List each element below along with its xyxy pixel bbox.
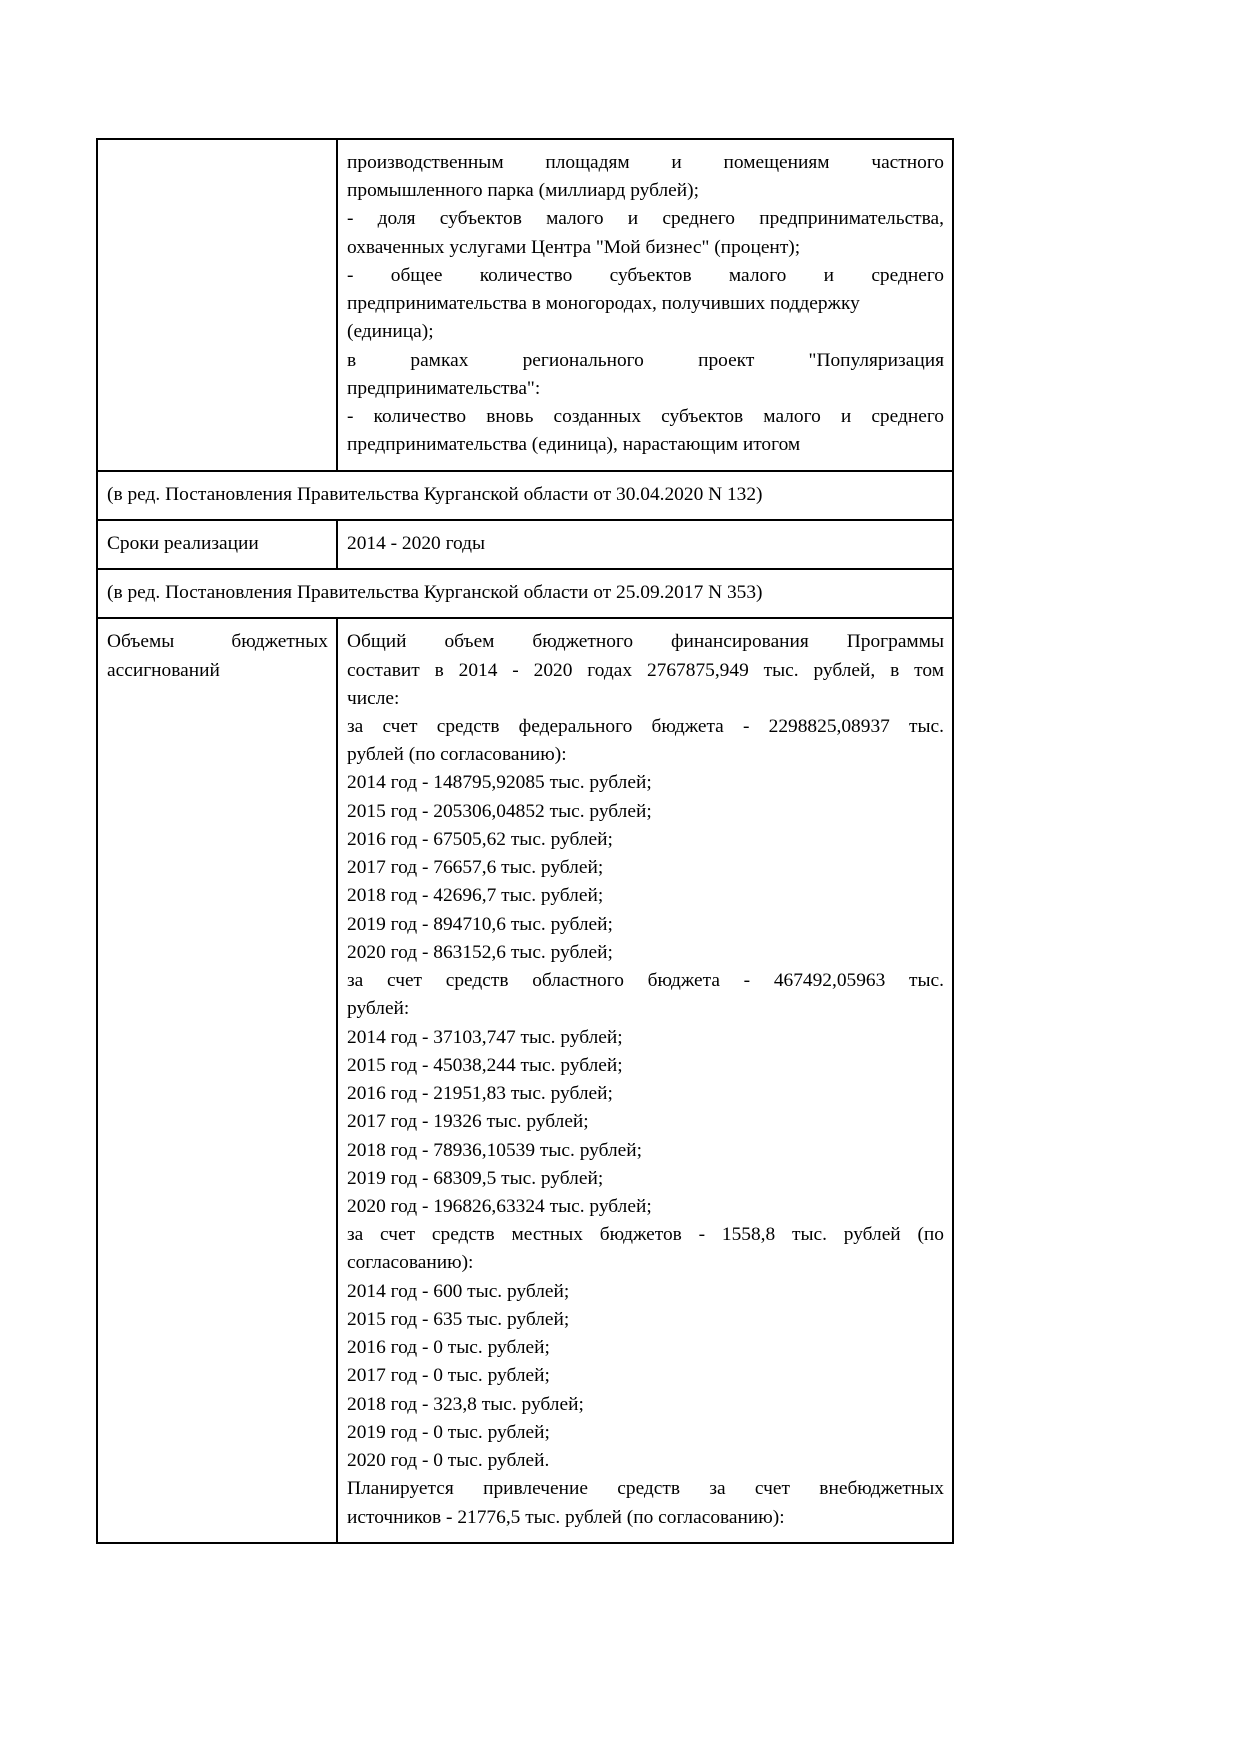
text-line: - общее количество субъектов малого и среднего [347,264,944,286]
text-line: 2014 год - 600 тыс. рублей; [347,1280,570,1302]
text-line: Общий объем бюджетного финансирования Программы [347,631,944,653]
text-line: Планируется привлечение средств за счет внебюджетных [347,1478,944,1500]
text-line: в рамках регионального проект "Популяризация [347,349,944,371]
text-line: предпринимательства в моногородах, получивших поддержку [347,293,860,315]
editorial-note: (в ред. Постановления Правительства Курганской области от 25.09.2017 N 353) [97,569,953,618]
text-line: 2016 год - 21951,83 тыс. рублей; [347,1083,613,1105]
table-row [97,569,953,618]
text-line: 2018 год - 42696,7 тыс. рублей; [347,885,604,907]
text-line: 2015 год - 205306,04852 тыс. рублей; [347,800,652,822]
table-row [97,520,953,569]
text-line: 2020 год - 863152,6 тыс. рублей; [347,941,613,963]
text-line: 2019 год - 0 тыс. рублей; [347,1421,550,1443]
budget-allocations-value [337,618,953,1543]
label-text-line: Объемы бюджетных [107,631,328,653]
text-line: 2018 год - 323,8 тыс. рублей; [347,1393,584,1415]
text-line: - количество вновь созданных субъектов малого и среднего [347,406,944,428]
text-line: 2020 год - 196826,63324 тыс. рублей; [347,1195,652,1217]
text-line: предпринимательства": [347,377,541,399]
text-line: 2019 год - 894710,6 тыс. рублей; [347,913,613,935]
text-line: рублей (по согласованию): [347,744,567,766]
implementation-period-value [337,520,953,569]
text-line: за счет средств федерального бюджета - 2298825,08937 тыс. [347,715,944,737]
text-line: 2015 год - 635 тыс. рублей; [347,1308,570,1330]
text-line: производственным площадям и помещениям частного [347,152,944,173]
text-line: источников - 21776,5 тыс. рублей (по согласованию): [347,1506,785,1528]
label-text-line: ассигнований [107,659,220,681]
program-passport-table [96,138,954,1544]
text-line: 2015 год - 45038,244 тыс. рублей; [347,1054,623,1076]
text-line: - доля субъектов малого и среднего предпринимательства, [347,208,944,230]
text-line: рублей: [347,998,410,1020]
text-line: 2014 год - 37103,747 тыс. рублей; [347,1026,623,1048]
text-line: 2017 год - 19326 тыс. рублей; [347,1111,589,1133]
label-text: Сроки реализации [107,532,259,554]
text-line: составит в 2014 - 2020 годах 2767875,949 тыс. рублей, в том [347,659,944,681]
text-line: 2014 - 2020 годы [347,532,486,554]
text-line: согласованию): [347,1252,474,1274]
text-line: (единица); [347,321,434,343]
text-line: числе: [347,687,400,709]
text-line: охваченных услугами Центра "Мой бизнес" (процент); [347,236,801,258]
row-label-implementation-period [97,520,337,569]
text-line: 2019 год - 68309,5 тыс. рублей; [347,1167,604,1189]
table-row [97,618,953,1543]
text-line: за счет средств областного бюджета - 467492,05963 тыс. [347,970,944,992]
text-line: за счет средств местных бюджетов - 1558,8 тыс. рублей (по [347,1224,944,1246]
text-line: предпринимательства (единица), нарастающим итогом [347,434,801,456]
text-line: 2014 год - 148795,92085 тыс. рублей; [347,772,652,794]
table-row [97,139,953,471]
row-label-empty [97,139,337,471]
editorial-note: (в ред. Постановления Правительства Курганской области от 30.04.2020 N 132) [97,471,953,520]
text-line: 2016 год - 67505,62 тыс. рублей; [347,828,613,850]
target-indicators-cell [337,139,953,471]
row-label-budget-allocations [97,618,337,1543]
table-row [97,471,953,520]
text-line: 2018 год - 78936,10539 тыс. рублей; [347,1139,643,1161]
text-line: промышленного парка (миллиард рублей); [347,180,699,202]
text-line: 2020 год - 0 тыс. рублей. [347,1450,550,1472]
text-line: 2016 год - 0 тыс. рублей; [347,1337,550,1359]
text-line: 2017 год - 76657,6 тыс. рублей; [347,857,604,879]
text-line: 2017 год - 0 тыс. рублей; [347,1365,550,1387]
